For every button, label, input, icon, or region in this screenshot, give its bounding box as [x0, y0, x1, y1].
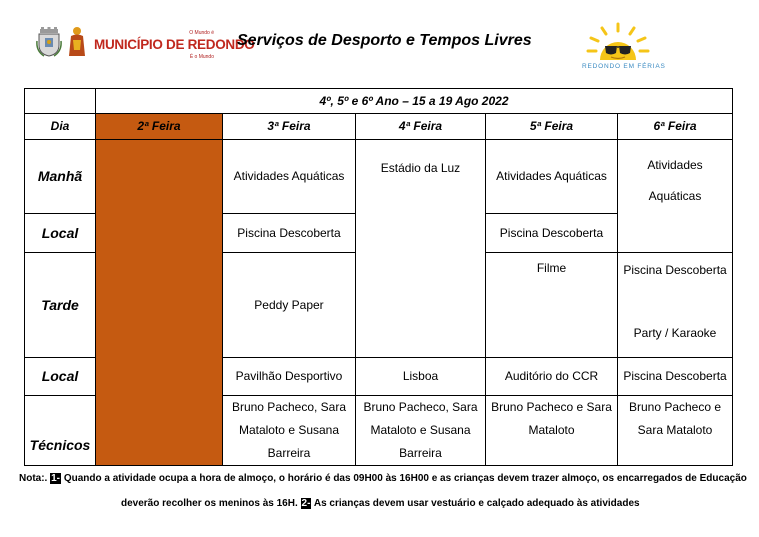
terca-tarde-cell: Peddy Paper	[223, 253, 356, 358]
tecnicos-line: Barreira	[267, 446, 311, 460]
logos	[36, 26, 86, 58]
row-label-tarde: Tarde	[25, 253, 96, 358]
segunda-empty-column	[96, 140, 223, 466]
sexta-tarde-activity: Piscina Descoberta	[623, 263, 727, 277]
terca-manha-cell: Atividades Aquáticas	[223, 140, 356, 214]
figure-logo-icon	[68, 26, 86, 58]
nota-prefix: Nota:.	[19, 473, 48, 484]
sun-sunglasses-icon	[578, 22, 658, 64]
tecnicos-line: Bruno Pacheco e Sara	[491, 400, 612, 414]
period-row	[25, 89, 733, 114]
dia-header: Dia	[25, 114, 96, 140]
nota-number-1: 1-	[51, 473, 61, 484]
nota-text-1: Quando a atividade ocupa a hora de almoço, o horário é das 09H00 às 16H00 e as crianças devem trazer almoço, os encarregados de Educação	[63, 473, 747, 484]
redondo-em-ferias-logo	[578, 22, 666, 74]
days-header-row	[25, 114, 733, 140]
terca-local-cell: Piscina Descoberta	[223, 214, 356, 253]
page-title: Serviços de Desporto e Tempos Livres	[237, 32, 532, 49]
quinta-manha-cell: Atividades Aquáticas	[486, 140, 618, 214]
sexta-tarde-activity: Party / Karaoke	[633, 326, 717, 340]
day-header-segunda: 2ª Feira	[96, 114, 223, 140]
quarta-dia-cell: Estádio da Luz	[356, 140, 486, 358]
nota-line-2	[121, 498, 640, 509]
tecnicos-line: Sara Mataloto	[637, 423, 713, 437]
municipio-name: MUNICÍPIO DE REDONDO	[94, 37, 255, 52]
quarta-local2-cell: Lisboa	[356, 358, 486, 396]
municipio-tagline-top: O Mundo é	[189, 30, 214, 36]
tecnicos-line: Barreira	[399, 446, 442, 460]
day-header-quarta: 4ª Feira	[356, 114, 486, 140]
sexta-manha-cell	[618, 140, 733, 253]
tecnicos-line: Bruno Pacheco, Sara	[363, 400, 478, 414]
quinta-local2-cell: Auditório do CCR	[486, 358, 618, 396]
row-label-manha: Manhã	[25, 140, 96, 214]
tecnicos-line: Mataloto e Susana	[370, 423, 471, 437]
page-header	[0, 0, 759, 88]
nota-line-1	[19, 473, 747, 484]
tecnicos-line: Mataloto e Susana	[238, 423, 340, 437]
tecnicos-line: Mataloto	[528, 423, 575, 437]
manha-row	[25, 140, 733, 214]
period-cell: 4º, 5º e 6º Ano – 15 a 19 Ago 2022	[96, 89, 733, 114]
terca-tecnicos-cell	[223, 396, 356, 466]
sexta-tecnicos-cell	[618, 396, 733, 466]
terca-local2-cell: Pavilhão Desportivo	[223, 358, 356, 396]
day-header-quinta: 5ª Feira	[486, 114, 618, 140]
nota-text-1-continued: deverão recolher os meninos às 16H.	[121, 498, 298, 509]
nota-text-2: As crianças devem usar vestuário e calçado adequado às atividades	[313, 498, 640, 509]
sexta-manha-line: Atividades	[647, 158, 703, 172]
quarta-tecnicos-cell	[356, 396, 486, 466]
quinta-local-cell: Piscina Descoberta	[486, 214, 618, 253]
ferias-logo-text: REDONDO EM FÉRIAS	[582, 63, 666, 70]
tecnicos-line: Bruno Pacheco, Sara	[231, 400, 347, 414]
sexta-tarde-cell	[618, 253, 733, 358]
row-label-local: Local	[25, 214, 96, 253]
sexta-local2-cell: Piscina Descoberta	[618, 358, 733, 396]
quinta-tecnicos-cell	[486, 396, 618, 466]
tecnicos-line: Bruno Pacheco e	[628, 400, 722, 414]
row-label-tecnicos: Técnicos	[25, 396, 96, 466]
municipio-tagline-bottom: É o Mundo	[189, 54, 214, 60]
quinta-tarde-cell: Filme	[486, 253, 618, 358]
day-header-sexta: 6ª Feira	[618, 114, 733, 140]
nota-number-2: 2-	[301, 498, 311, 509]
sexta-manha-line: Aquáticas	[648, 189, 702, 203]
row-label-local: Local	[25, 358, 96, 396]
day-header-terca: 3ª Feira	[223, 114, 356, 140]
municipio-logo	[94, 30, 255, 60]
coat-of-arms-icon	[36, 27, 62, 57]
corner-blank-cell	[25, 89, 96, 114]
schedule-table	[24, 88, 733, 466]
